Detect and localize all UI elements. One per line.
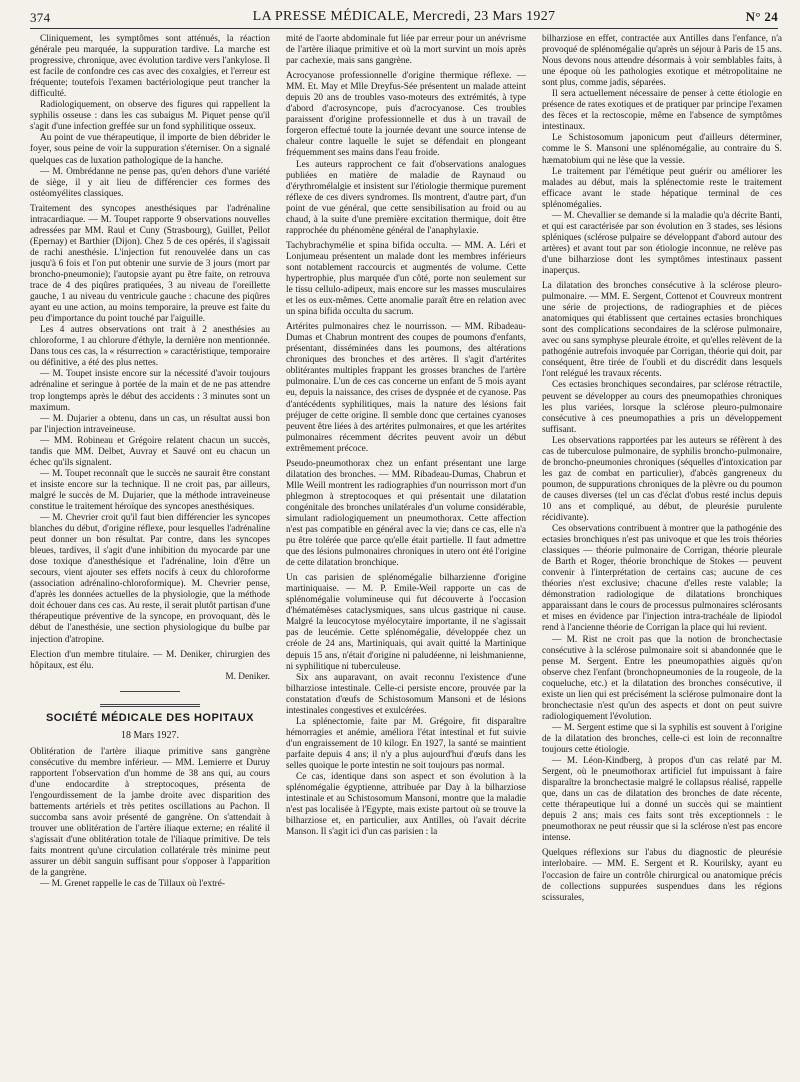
paragraph: — M. Chevrier croit qu'il faut bien différencier les syncopes blanches du début, d'origine réflexe, pour lesquelles l'adrénaline peut donner un bon résultat. Par contre, dans les syncopes bleues, tardives, il s'agit d'une inhibition du myocarde par une dose toxique d'anesthésique et l'adrénaline, loin d'être un secours, vient ajouter ses effets nocifs à ceux du chloroforme (association adrénalino-chloroformique). M. Chevrier pense, d'après les données actuelles de la physiologie, que la méthode doit échouer dans ces cas. Au reste, il serait plutôt partisan d'une thérapeutique préventive de la syncope, en provoquant, dès le début de l'anesthésie, une section physiologique du bulbe par injection d'atropine. xyxy=(30,513,270,645)
section-title: SOCIÉTÉ MÉDICALE DES HOPITAUX xyxy=(45,711,255,724)
paragraph: mité de l'aorte abdominale fut liée par erreur pour un anévrisme de l'artère iliaque primitive et où la mort survint un mois après par cachexie, mais sans gangrène. xyxy=(286,34,526,67)
paragraph: Les 4 autres observations ont trait à 2 anesthésies au chloroforme, 1 au chlorure d'éthyle, la dernière non mentionnée. Dans tous ces cas, la « résurrection » caractéristique, temporaire ou définitive, a été des plus nettes. xyxy=(30,325,270,369)
paragraph: Ces ectasies bronchiques secondaires, par sclérose rétractile, peuvent se développer au cours des pneumopathies chroniques les plus variées, lorsque la sclérose pleuro-pulmonaire consécutive à ces pneumopathies a pris un développement suffisant. xyxy=(542,380,782,435)
column-right xyxy=(542,34,782,1074)
paragraph: Au point de vue thérapeutique, il importe de bien débrider le foyer, sous peine de voir la suppuration s'éterniser. On a signalé quelques cas de luxation pathologique de la hanche. xyxy=(30,133,270,166)
paragraph: Ce cas, identique dans son aspect et son évolution à la splénomégalie égyptienne, attribuée par Day à la bilharziose intestinale et au Schistosomum Mansoni, montre que la maladie n'est pas localisée à l'Egypte, mais existe partout où se trouve la bilharziose et, en particulier, aux Antilles, où l'avait décrite Manson. Il s'agit ici d'un cas parisien : la xyxy=(286,772,526,838)
page-header xyxy=(30,6,778,28)
article-dilatation-bronches: La dilatation des bronches consécutive à la sclérose pleuro-pulmonaire. — MM. E. Sergent, Cottenot et Couvreux montrent une série de projections, de radiographies et de pièces anatomiques qui établissent que certaines ectasies bronchiques sont des complications secondaires de la sclérose pulmonaire, avec ou sans symphyse pleurale étroite, et qu'elles relèvent de la pathogénie autrefois invoquée par Corrigan, théorie qui doit, par conséquent, être tirée de l'oubli et du discrédit dans lesquels l'ont relégué les travaux récents. xyxy=(542,281,782,380)
paragraph: Six ans auparavant, on avait reconnu l'existence d'une bilharziose intestinale. Celle-ci persiste encore, prouvée par la constatation d'œufs de Schistosomum Mansoni et de lésions intestinales congestives et exulcérées. xyxy=(286,672,526,716)
divider xyxy=(120,691,180,692)
paragraph: — M. Toupet insiste encore sur la nécessité d'avoir toujours adrénaline et seringue à portée de la main et de ne pas attendre trop longtemps après le début des accidents : 3 minutes sont un maximum. xyxy=(30,369,270,413)
running-title: LA PRESSE MÉDICALE, Mercredi, 23 Mars 1927 xyxy=(252,9,556,24)
paragraph: Les observations rapportées par les auteurs se réfèrent à des cas de tuberculose pulmonaire, de syphilis broncho-pulmonaire, de broncho-pneumonies chroniques (séquelles d'intoxication par les gaz de combat en particulier), d'abcès gangreneux du poumon, de suppurations chroniques de la plèvre ou du poumon de causes diverses (tel un cas d'éclat d'obus resté inclus depuis 10 ans et compliqué, au début, de pleurésie purulente récidivante). xyxy=(542,435,782,524)
paragraph: — MM. Robineau et Grégoire relatent chacun un succès, tandis que MM. Delbet, Auvray et Sauvé ont eu chacun un échec qu'ils signalent. xyxy=(30,435,270,468)
article-pseudo-pneumothorax: Pseudo-pneumothorax chez un enfant présentant une large dilatation des bronches. — MM. Ribadeau-Dumas, Chabrun et Mlle Weill montrent les radiographies d'un nourrisson mort d'un phlegmon à streptocoques et qui présentait une dilatation congénitale des bronches unilatérales d'un volume considérable, simulant radiologiquement un pneumothorax. Cette affection n'est pas compatible en général avec la vie; dans ce cas, elle n'a pu être tolérée que parce qu'elle était partielle. Il faut admettre que des lésions pulmonaires chroniques in utero ont été l'origine de cette dilatation bronchique. xyxy=(286,458,526,569)
article-syncopes: Traitement des syncopes anesthésiques par l'adrénaline intracardiaque. — M. Toupet rapporte 9 observations nouvelles adressées par MM. Raul et Cuny (Strasbourg), Guillet, Pellot (Epernay) et Barthier (Dijon). Chez 5 de ces opérés, il s'agissait de rachi anesthésie. L'injection fut renouvelée dans un cas jusqu'à 6 fois et l'on put obtenir une survie de 3 jours (mort par broncho-pneumonie); l'autopsie ayant pu être faite, on retrouva trace de 4 des piqûres pratiquées, 3 au niveau de l'oreillette gauche, 1 au niveau du ventricule gauche : chacune des piqûres ayant eu une action, au moins temporaire, la preuve est faite du peu d'importance du point touché par l'aiguille. xyxy=(30,203,270,325)
article-splenomegalie: Un cas parisien de splénomégalie bilharzienne d'origine martiniquaise. — M. P. Emile-Weil rapporte un cas de splénomégalie volumineuse qui fut découverte à l'occasion d'hématémèses cataclysmiques, sans ulcus gastrique ni cause. Malgré la leucocytose myélocytaire importante, il ne s'agissait pas de leucémie. Cette splénomégalie, développée chez un créole de 24 ans, Martiniquais, qui avait quitté la Martinique depuis 15 ans, n'était d'origine ni paludéenne, ni leishmanienne, ni syphilitique ni tuberculeuse. xyxy=(286,573,526,672)
paragraph: La splénectomie, faite par M. Grégoire, fit disparaître hémorragies et anémie, améliora l'état intestinal et fut suivie d'un engraissement de 10 kilogr. En 1927, la santé se maintient parfaite depuis 4 ans; il n'y a plus aujourd'hui d'œufs dans les selles quoique le porte intestin ne soit toujours pas normal. xyxy=(286,716,526,771)
header-rule xyxy=(30,28,778,29)
session-date: 18 Mars 1927. xyxy=(120,729,180,741)
issue-number: N° 24 xyxy=(745,9,778,24)
article-pleuresie-interlobaire: Quelques réflexions sur l'abus du diagnostic de pleurésie interlobaire. — MM. E. Sergent et R. Kourilsky, ayant eu l'occasion de faire un contrôle chirurgical ou anatomique précis de collections suppurées suspendues dans les régions scissurales, xyxy=(542,848,782,903)
divider xyxy=(100,704,200,707)
paragraph: Le traitement par l'émétique peut guérir ou améliorer les malades au début, mais la splénectomie reste le traitement efficace avant le stade hépatique terminal de ces splénomégalies. xyxy=(542,166,782,210)
article-arterites: Artérites pulmonaires chez le nourrisson. — MM. Ribadeau-Dumas et Chabrun montrent des coupes de poumons d'enfants, présentant, disséminées dans les poumons, des altérations chroniques des bronches et des artères. Il s'agit d'artérites oblitérantes multiples frappant les grosses branches de l'artère pulmonaire. L'un de ces cas concerne un enfant de 5 mois ayant eu, depuis la naissance, des crises de dyspnée et de cyanose. Pas d'antécédents syphilitiques, mais la nature des lésions fait préjuger de cette origine. Il semble donc que certaines cyanoses peuvent être liées à des artérites pulmonaires, et que les artérites pulmonaires récemment décrites peuvent avoir un début extrêmement précoce. xyxy=(286,322,526,454)
article-acrocyanose: Acrocyanose professionnelle d'origine thermique réflexe. — MM. Et. May et Mlle Dreyfus-Sée présentent un malade atteint depuis 20 ans de troubles vaso-moteurs des extrémités, à type d'abord d'acrosyncope, puis d'acrocyanose. Ces troubles paraissent d'origine professionnelle et dus à un travail de forgeron effectué toute la journée devant une source intense de chaleur contre laquelle le sujet se défendait en plongeant fréquemment ses mains dans l'eau froide. xyxy=(286,71,526,159)
paragraph: — M. Léon-Kindberg, à propos d'un cas relaté par M. Sergent, où le pneumothorax artificiel fut impuissant à faire disparaître la bronchectasie malgré le collapsus réalisé, rappelle que, dans un cas de dilatation des bronches de date récente, cette thérapeutique lui a donné un succès qui se maintient depuis 2 ans; mais ces faits sont très exceptionnels : le pneumothorax ne peut réussir que si la sclérose n'est pas encore intense. xyxy=(542,756,782,844)
paragraph: bilharziose en effet, contractée aux Antilles dans l'enfance, n'a provoqué de splénomégalie qu'après un séjour à Paris de 15 ans. Nous devons nous attendre désormais à voir semblables faits, à une époque où les pathologies exotique et métropolitaine ne sont plus, comme jadis, séparées. xyxy=(542,34,782,89)
paragraph: — M. Rist ne croit pas que la notion de bronchectasie consécutive à la sclérose pulmonaire soit si abandonnée que le pense M. Sergent. Entre les pneumopathies aiguës qu'on observe chez l'enfant (bronchopneumonies de la rougeole, de la coqueluche, etc.) et la dilatation des bronches consécutive, il existe un lien qui est précisément la sclérose pulmonaire dont la bronchectasie n'est qu'un des aspects et dont on peut suivre radiologiquement l'évolution. xyxy=(542,634,782,722)
paragraph: — M. Grenet rappelle le cas de Tillaux où l'extré- xyxy=(40,879,225,890)
paragraph: — M. Chevallier se demande si la maladie qu'a décrite Banti, et qui est caractérisée par son évolution en 3 stades, ses lésions spléniques (sclérose pulpaire se développant d'abord autour des artères) et avant tout par son étiologie inconnue, ne relève pas d'une bilharziose dont les symptômes intestinaux passent inaperçus. xyxy=(542,210,782,276)
paragraph: — M. Sergent estime que si la syphilis est souvent à l'origine de la dilatation des bronches, celle-ci est loin de reconnaître toujours cette étiologie. xyxy=(542,722,782,755)
paragraph: — M. Toupet reconnaît que le succès ne saurait être constant et insiste encore sur la technique. Il ne croit pas, par ailleurs, malgré le succès de M. Dujarier, que la méthode intraveineuse constitue le traitement héroïque des syncopes anesthésiques. xyxy=(30,468,270,512)
paragraph: Ces observations contribuent à montrer que la pathogénie des ectasies bronchiques n'est pas univoque et que les trois théories classiques — théorie pulmonaire de Corrigan, théorie pleurale de Barth et Roger, théorie bronchique de Stokes — peuvent convenir à l'interprétation de certains cas; aucune de ces théories n'est exclusive; chacune d'elles reste valable; la démonstration radiologique de dilatations bronchiques apparaissant dans le cours de processus pulmonaires sclérosants et mises en évidence par l'injection intra-trachéale de lipiodol rend à l'ancienne théorie de Corrigan la place qui lui revient. xyxy=(542,524,782,634)
article-obliteration: Oblitération de l'artère iliaque primitive sans gangrène consécutive du membre inférieur. — MM. Lemierre et Duruy rapportent l'observation d'un homme de 38 ans qui, au cours d'une endocardite à streptocoques, présenta de l'engourdissement de la jambe droite avec disparition des battements artériels et très petites oscillations au Pachon. Il succomba sans avoir présenté de gangrène. On s'attendait à trouver une oblitération de l'artère iliaque externe; en réalité il s'agissait d'une oblitération totale de l'iliaque primitive. De tels faits montrent qu'une circulation collatérale très minime peut assurer un débit sanguin suffisant pour s'opposer à l'apparition de la gangrène. xyxy=(30,746,270,879)
column-middle xyxy=(286,34,526,1074)
paragraph: — M. Dujarier a obtenu, dans un cas, un résultat aussi bon par l'injection intraveineuse. xyxy=(30,413,270,435)
paragraph: Cliniquement, les symptômes sont atténués, la réaction générale peu marquée, la suppuration tardive. La marche est progressive, chronique, avec évolution tardive vers l'ankylose. Il est facile de confondre ces cas avec des coxalgies, et l'erreur est fréquente; toutefois l'examen bactériologique peut trancher la difficulté. xyxy=(30,34,270,100)
paragraph: Il sera actuellement nécessaire de penser à cette étiologie en présence de rates exotiques et de pratiquer par principe l'examen des fèces et la rectoscopie, même en l'absence de symptômes intestinaux. xyxy=(542,89,782,133)
paragraph: Radiologiquement, on observe des figures qui rappellent la syphilis osseuse : dans les cas subaigus M. Piquet pense qu'il s'agit d'une infection greffée sur un fond syphilitique osseux. xyxy=(30,100,270,133)
article-tachybrachymelie: Tachybrachymélie et spina bifida occulta. — MM. A. Léri et Lonjumeau présentent un malade dont les membres inférieurs sont notablement raccourcis et augmentés de volume. Cette hypertrophie, plus marquée d'un côté, porte non seulement sur le tissu cellulo-adipeux, mais encore sur les masses musculaires et les os eux-mêmes. Cette anomalie paraît être en relation avec un spina bifida occulta du sacrum. xyxy=(286,240,526,318)
column-left xyxy=(30,34,270,1074)
signature: M. Deniker. xyxy=(225,671,270,682)
page-number: 374 xyxy=(30,10,51,25)
paragraph: Les auteurs rapprochent ce fait d'observations analogues publiées en matière de maladie de Raynaud ou d'érythromélalgie et insistent sur l'étiologie thermique purement réflexe de ces divers syndromes. Ils montrent, d'autre part, d'un point de vue général, que cette sensibilisation au froid ou au chaud, à la suite d'une première excitation thermique, doit être rapprochée du phénomène général de l'anaphylaxie. xyxy=(286,159,526,236)
paragraph: Le Schistosomum japonicum peut d'ailleurs déterminer, comme le S. Mansoni une splénomégalie, au contraire du S. hæmatobium qui ne lèse que la vessie. xyxy=(542,133,782,166)
article-election: Election d'un membre titulaire. — M. Deniker, chirurgien des hôpitaux, est élu. xyxy=(30,649,270,671)
paragraph: — M. Ombrédanne ne pense pas, qu'en dehors d'une variété de siège, il y ait lieu de différencier ces formes des ostéomyélites classiques. xyxy=(30,166,270,199)
